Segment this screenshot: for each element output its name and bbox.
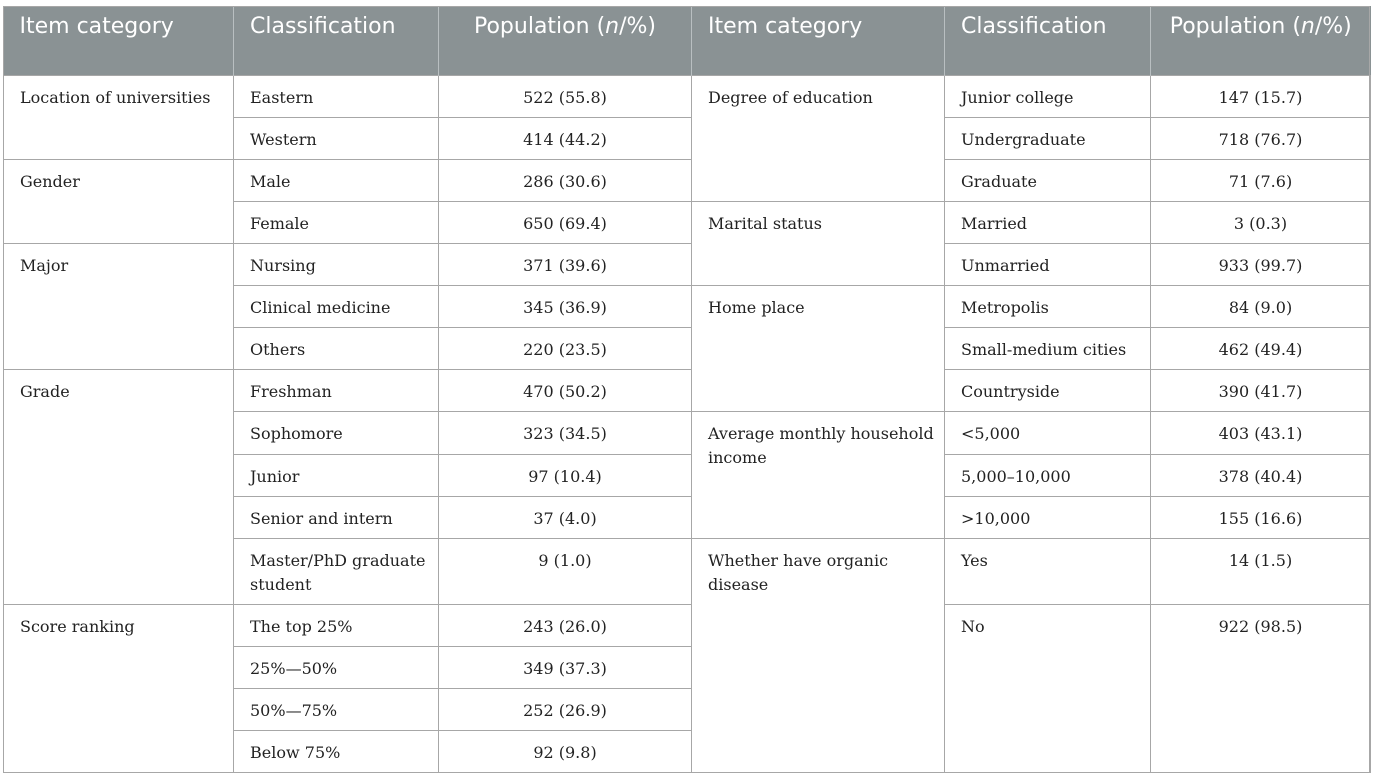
category-cell: Score ranking <box>4 604 234 772</box>
category-cell: Gender <box>4 159 234 243</box>
classification-cell: Freshman <box>234 369 439 411</box>
population-cell: 14 (1.5) <box>1151 538 1371 604</box>
classification-cell: 25%—50% <box>234 646 439 688</box>
classification-cell: <5,000 <box>945 411 1151 454</box>
population-cell: 349 (37.3) <box>439 646 692 688</box>
classification-cell: 5,000–10,000 <box>945 454 1151 496</box>
header-item-category-right: Item category <box>692 6 945 75</box>
classification-cell: Clinical medicine <box>234 285 439 327</box>
table-row <box>4 369 1371 411</box>
population-cell: 470 (50.2) <box>439 369 692 411</box>
header-classification: Classification <box>234 6 439 75</box>
population-cell: 84 (9.0) <box>1151 285 1371 327</box>
category-cell: Home place <box>692 285 945 411</box>
category-cell: Major <box>4 243 234 369</box>
category-cell: Degree of education <box>692 75 945 201</box>
classification-cell: Nursing <box>234 243 439 285</box>
category-cell: Marital status <box>692 201 945 285</box>
population-cell: 147 (15.7) <box>1151 75 1371 117</box>
header-population-right: Population (n/%) <box>1151 6 1371 75</box>
classification-cell: Eastern <box>234 75 439 117</box>
category-cell: Location of universities <box>4 75 234 159</box>
classification-cell: Junior college <box>945 75 1151 117</box>
classification-cell: Female <box>234 201 439 243</box>
population-cell: 71 (7.6) <box>1151 159 1371 201</box>
population-cell: 922 (98.5) <box>1151 604 1371 772</box>
population-cell: 933 (99.7) <box>1151 243 1371 285</box>
population-cell: 403 (43.1) <box>1151 411 1371 454</box>
classification-cell: Metropolis <box>945 285 1151 327</box>
classification-cell: Graduate <box>945 159 1151 201</box>
classification-cell: Senior and intern <box>234 496 439 538</box>
category-cell: Whether have organic disease <box>692 538 945 772</box>
classification-cell: Others <box>234 327 439 369</box>
population-cell: 371 (39.6) <box>439 243 692 285</box>
classification-cell: Male <box>234 159 439 201</box>
population-cell: 414 (44.2) <box>439 117 692 159</box>
population-cell: 243 (26.0) <box>439 604 692 646</box>
population-cell: 9 (1.0) <box>439 538 692 604</box>
table-row <box>4 75 1371 117</box>
population-cell: 155 (16.6) <box>1151 496 1371 538</box>
population-cell: 378 (40.4) <box>1151 454 1371 496</box>
classification-cell: Countryside <box>945 369 1151 411</box>
classification-cell: Master/PhD graduate student <box>234 538 439 604</box>
classification-cell: Sophomore <box>234 411 439 454</box>
classification-cell: Below 75% <box>234 730 439 772</box>
table-row <box>4 159 1371 201</box>
classification-cell: Small-medium cities <box>945 327 1151 369</box>
classification-cell: >10,000 <box>945 496 1151 538</box>
classification-cell: Junior <box>234 454 439 496</box>
population-cell: 92 (9.8) <box>439 730 692 772</box>
population-cell: 220 (23.5) <box>439 327 692 369</box>
classification-cell: 50%—75% <box>234 688 439 730</box>
population-cell: 650 (69.4) <box>439 201 692 243</box>
header-row <box>4 6 1371 75</box>
population-cell: 97 (10.4) <box>439 454 692 496</box>
classification-cell: Yes <box>945 538 1151 604</box>
classification-cell: Western <box>234 117 439 159</box>
demographics-table <box>3 6 1371 773</box>
population-cell: 718 (76.7) <box>1151 117 1371 159</box>
population-cell: 323 (34.5) <box>439 411 692 454</box>
header-item-category: Item category <box>4 6 234 75</box>
classification-cell: No <box>945 604 1151 772</box>
population-cell: 390 (41.7) <box>1151 369 1371 411</box>
population-cell: 462 (49.4) <box>1151 327 1371 369</box>
classification-cell: Unmarried <box>945 243 1151 285</box>
population-cell: 37 (4.0) <box>439 496 692 538</box>
population-cell: 252 (26.9) <box>439 688 692 730</box>
classification-cell: Married <box>945 201 1151 243</box>
category-cell: Average monthly household income <box>692 411 945 538</box>
header-classification-right: Classification <box>945 6 1151 75</box>
population-cell: 286 (30.6) <box>439 159 692 201</box>
header-population: Population (n/%) <box>439 6 692 75</box>
table-row <box>4 604 1371 646</box>
table-row <box>4 243 1371 285</box>
classification-cell: Undergraduate <box>945 117 1151 159</box>
classification-cell: The top 25% <box>234 604 439 646</box>
category-cell: Grade <box>4 369 234 604</box>
population-cell: 3 (0.3) <box>1151 201 1371 243</box>
population-cell: 345 (36.9) <box>439 285 692 327</box>
population-cell: 522 (55.8) <box>439 75 692 117</box>
